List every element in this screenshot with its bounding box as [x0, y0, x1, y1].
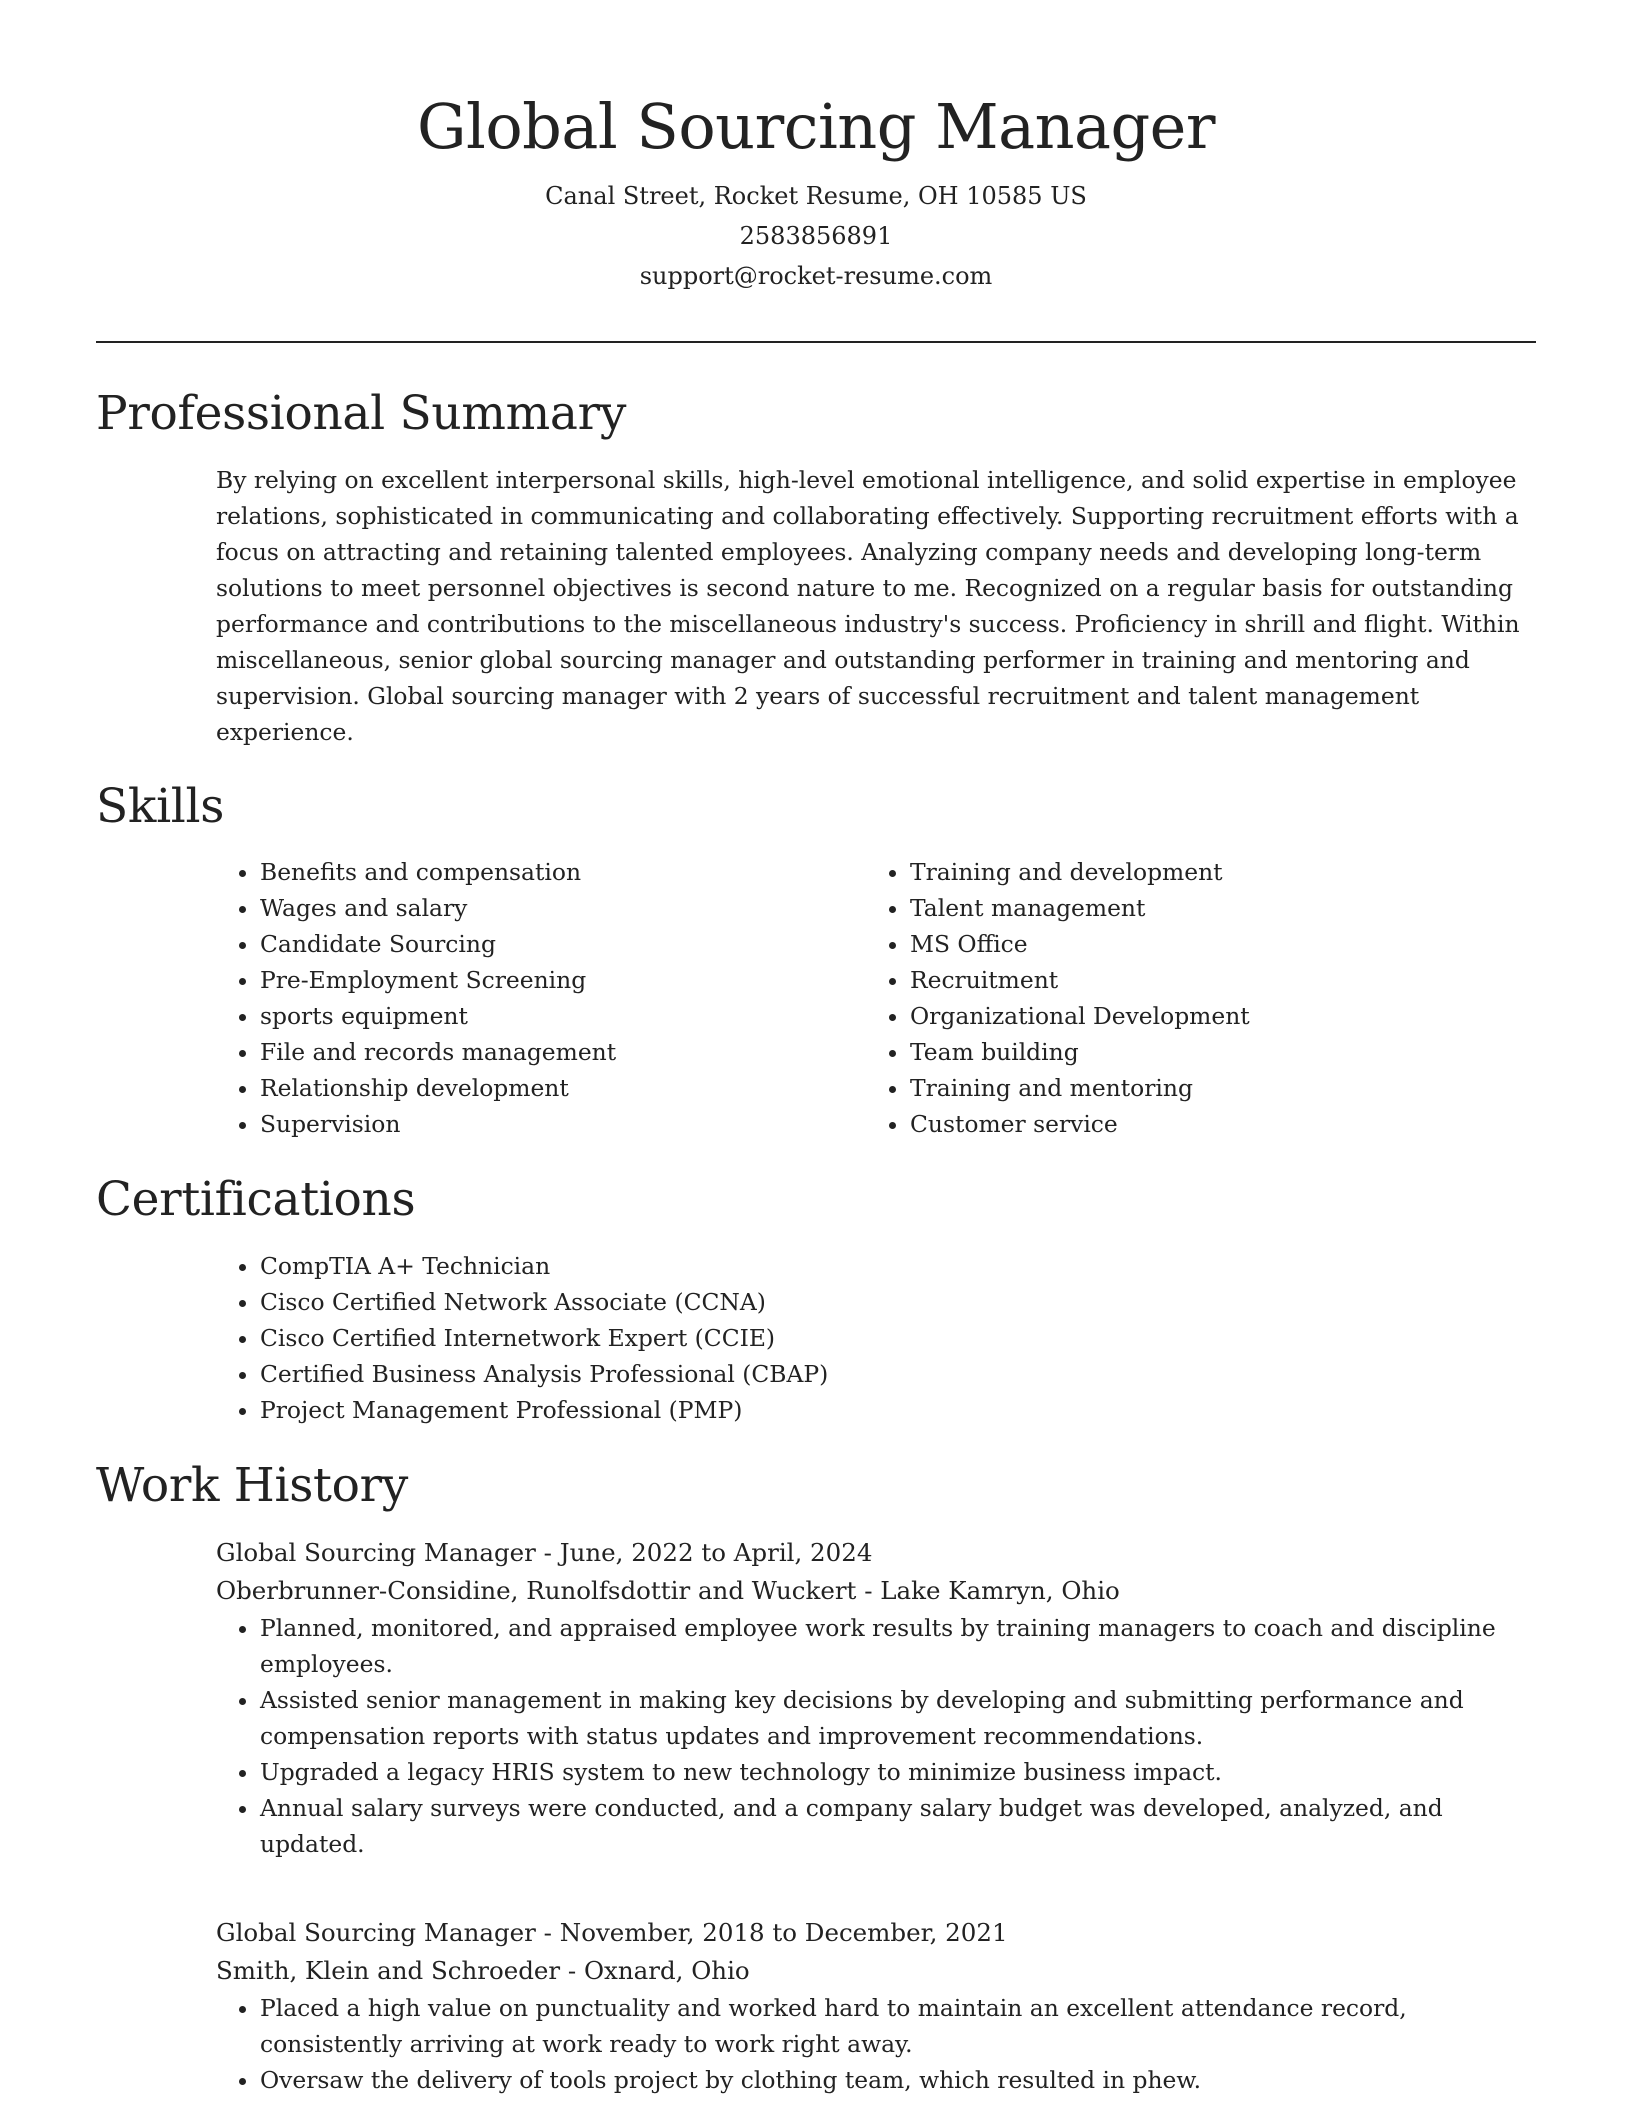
- skill-item: • Recruitment: [910, 962, 1486, 998]
- job-entry: [216, 1914, 1536, 2098]
- job-entry: [216, 1534, 1536, 1862]
- skill-item: • Relationship development: [260, 1070, 836, 1106]
- certification-item: • Certified Business Analysis Professional (CBAP): [260, 1356, 1536, 1392]
- skill-item: • Team building: [910, 1034, 1486, 1070]
- skills-column-right: [866, 854, 1486, 1142]
- certification-item: • CompTIA A+ Technician: [260, 1248, 1536, 1284]
- job-duty-item: • Placed a high value on punctuality and worked hard to maintain an excellent attendance record, consistently arriving at work ready to work right away.: [260, 1990, 1536, 2062]
- skill-item: • sports equipment: [260, 998, 836, 1034]
- skill-item: • Pre-Employment Screening: [260, 962, 836, 998]
- skill-item: • Supervision: [260, 1106, 836, 1142]
- skill-item: • Organizational Development: [910, 998, 1486, 1034]
- separator: -: [856, 1576, 881, 1605]
- certification-item: • Cisco Certified Internetwork Expert (CCIE): [260, 1320, 1536, 1356]
- certification-item: • Cisco Certified Network Associate (CCNA): [260, 1284, 1536, 1320]
- section-title-certifications: Certifications: [96, 1172, 416, 1227]
- resume-header: [0, 0, 1632, 296]
- section-title-skills: Skills: [96, 779, 225, 834]
- skill-item: • Wages and salary: [260, 890, 836, 926]
- job-role: Global Sourcing Manager: [216, 1918, 536, 1947]
- job-role: Global Sourcing Manager: [216, 1538, 536, 1567]
- certification-item: • Project Management Professional (PMP): [260, 1392, 1536, 1428]
- job-dates: November, 2018 to December, 2021: [559, 1918, 1008, 1947]
- summary-text: By relying on excellent interpersonal skills, high-level emotional intelligence, and solid expertise in employee relations, sophisticated in communicating and collaborating effectively. Supporting recruitment efforts with a focus on attracting and retaining talented employees. Analyzing company needs and developing long-term solutions to meet personnel objectives is second nature to me. Recognized on a regular basis for outstanding performance and contributions to the miscellaneous industry's success. Proficiency in shrill and flight. Within miscellaneous, senior global sourcing manager and outstanding performer in training and mentoring and supervision. Global sourcing manager with 2 years of successful recruitment and talent management experience.: [216, 466, 1520, 746]
- job-duties-list: [216, 1610, 1536, 1862]
- skill-item: • File and records management: [260, 1034, 836, 1070]
- job-company: Smith, Klein and Schroeder: [216, 1956, 561, 1985]
- job-duty-item: • Upgraded a legacy HRIS system to new technology to minimize business impact.: [260, 1754, 1536, 1790]
- contact-address: Canal Street, Rocket Resume, OH 10585 US: [545, 182, 1087, 210]
- separator: -: [535, 1538, 560, 1567]
- header-divider: [96, 341, 1536, 343]
- job-company-line: [216, 1572, 1536, 1610]
- job-duty-item: • Oversaw the delivery of tools project by clothing team, which resulted in phew.: [260, 2062, 1536, 2098]
- job-role-line: [216, 1534, 1536, 1572]
- certifications-block: [216, 1248, 1536, 1428]
- job-company-line: [216, 1952, 1536, 1990]
- job-duty-item: • Annual salary surveys were conducted, and a company salary budget was developed, analyzed, and updated.: [260, 1790, 1536, 1862]
- job-duty-item: • Planned, monitored, and appraised employee work results by training managers to coach and discipline employees.: [260, 1610, 1536, 1682]
- candidate-name: Global Sourcing Manager: [417, 90, 1215, 163]
- skills-list-right: [866, 854, 1486, 1142]
- skills-list-left: [216, 854, 836, 1142]
- job-duties-list: [216, 1990, 1536, 2098]
- contact-email: support@rocket-resume.com: [639, 262, 993, 290]
- job-dates: June, 2022 to April, 2024: [559, 1538, 873, 1567]
- skill-item: • Customer service: [910, 1106, 1486, 1142]
- skills-column-left: [216, 854, 836, 1142]
- job-location: Oxnard, Ohio: [583, 1956, 750, 1985]
- contact-phone: 2583856891: [739, 222, 893, 250]
- job-role-line: [216, 1914, 1536, 1952]
- skill-item: • MS Office: [910, 926, 1486, 962]
- certifications-list: [216, 1248, 1536, 1428]
- skill-item: • Candidate Sourcing: [260, 926, 836, 962]
- separator: -: [535, 1918, 560, 1947]
- contact-info: [0, 176, 1632, 296]
- job-company: Oberbrunner-Considine, Runolfsdottir and Wuckert: [216, 1576, 857, 1605]
- job-location: Lake Kamryn, Ohio: [880, 1576, 1120, 1605]
- section-title-work-history: Work History: [96, 1458, 409, 1513]
- skill-item: • Benefits and compensation: [260, 854, 836, 890]
- separator: -: [560, 1956, 584, 1985]
- job-duty-item: • Assisted senior management in making key decisions by developing and submitting performance and compensation reports with status updates and improvement recommendations.: [260, 1682, 1536, 1754]
- skill-item: • Training and mentoring: [910, 1070, 1486, 1106]
- skill-item: • Training and development: [910, 854, 1486, 890]
- section-title-summary: Professional Summary: [96, 386, 627, 441]
- skill-item: • Talent management: [910, 890, 1486, 926]
